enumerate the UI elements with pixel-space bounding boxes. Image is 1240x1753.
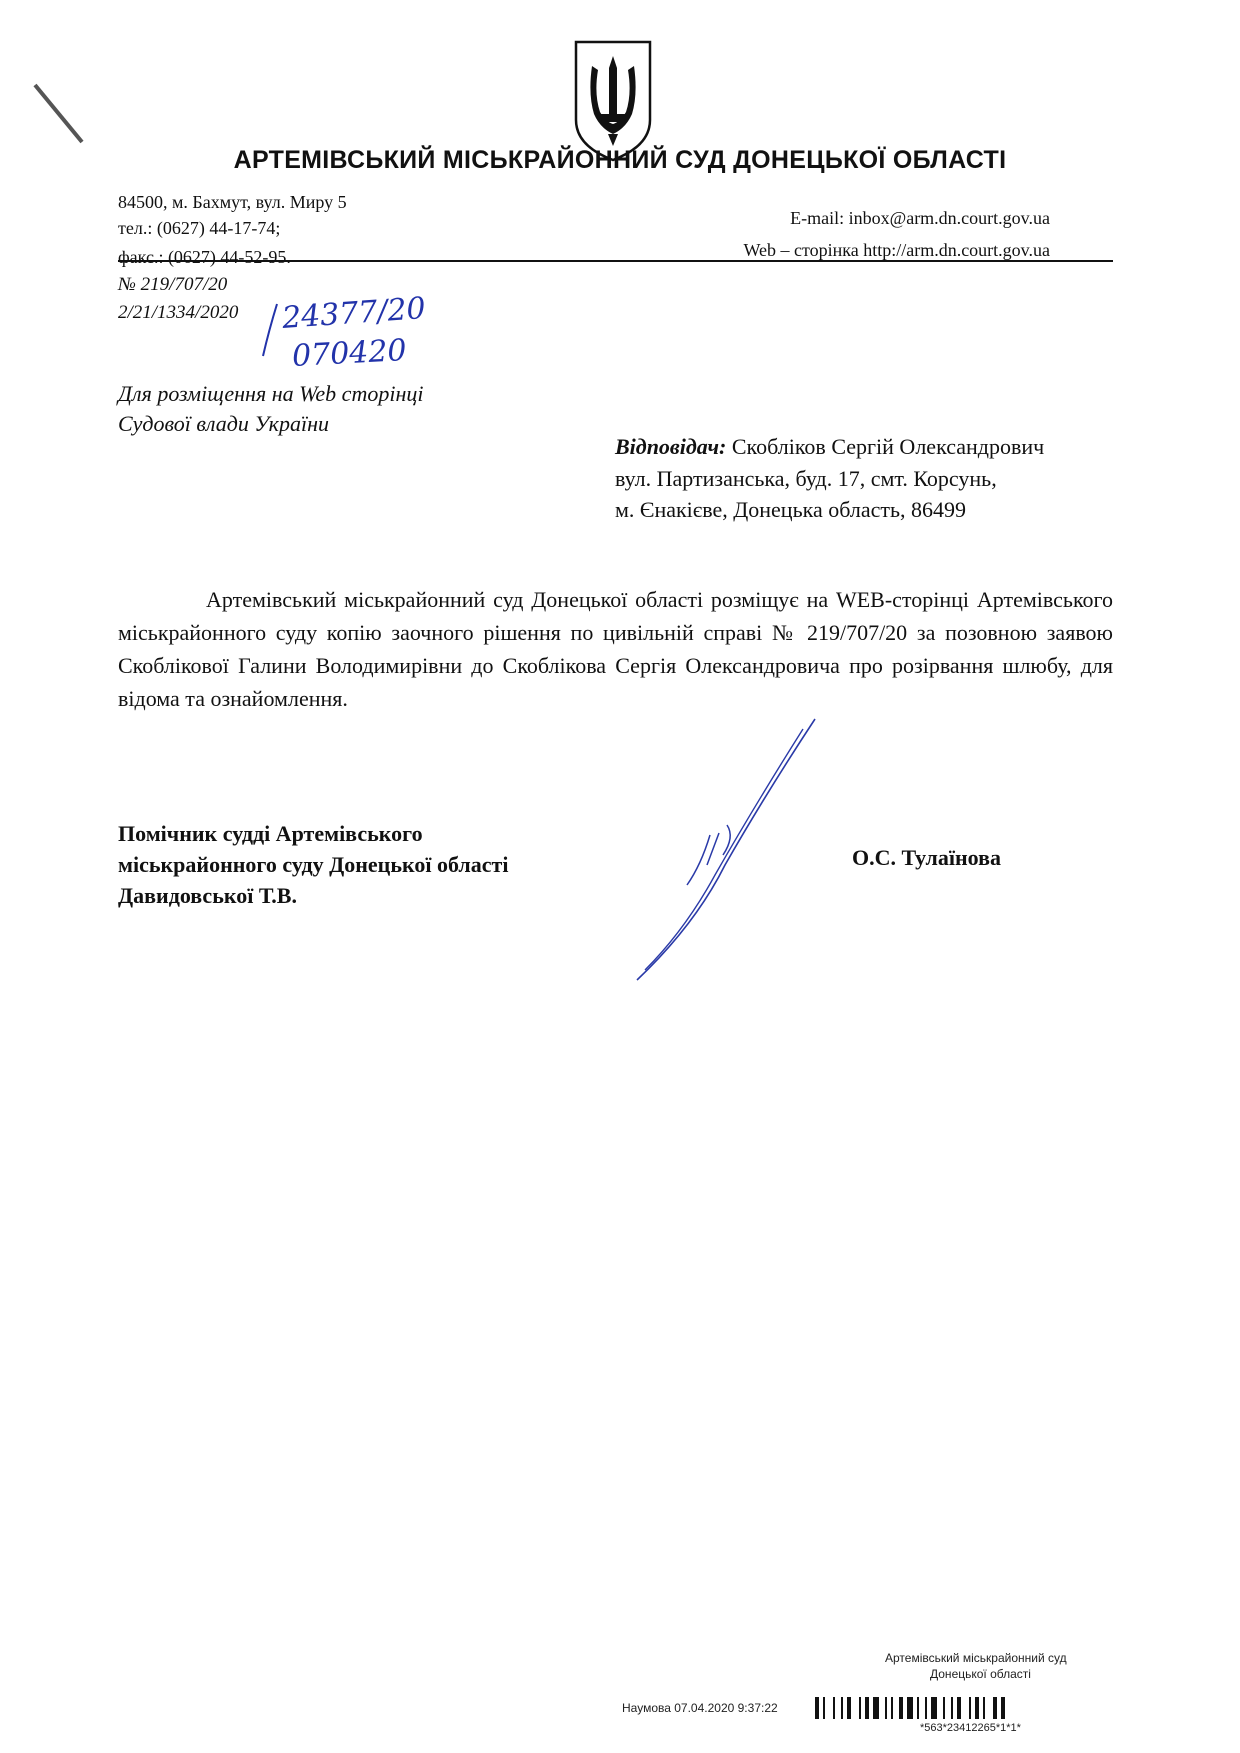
stamp-clerk-datetime: Наумова 07.04.2020 9:37:22 [622,1701,778,1715]
case-number: № 219/707/20 [118,274,228,295]
barcode-text: *563*23412265*1*1* [920,1722,1021,1734]
handwritten-stroke [255,300,285,360]
signatory-line3: Давидовської Т.В. [118,883,297,908]
signatory-line1: Помічник судді Артемівського [118,821,423,846]
stamp-court-line1: Артемівський міськрайонний суд [885,1651,1067,1665]
scan-mark [30,80,90,150]
handwritten-date: 070420 [291,333,408,374]
barcode-graphic [815,1697,1175,1721]
proceeding-number: 2/21/1334/2020 [118,302,239,323]
header-divider [118,260,1113,262]
court-website: Web – сторінка http://arm.dn.court.gov.ua [743,240,1050,260]
respondent-address-line2: м. Єнакієве, Донецька область, 86499 [615,497,967,522]
placement-note-line1: Для розміщення на Web сторінці [118,381,424,406]
respondent-line [615,434,1044,460]
respondent-address-line1: вул. Партизанська, буд. 17, смт. Корсунь, [615,466,997,491]
court-name: АРТЕМІВСЬКИЙ МІСЬКРАЙОННИЙ СУД ДОНЕЦЬКОЇ ОБЛАСТІ [233,146,1007,174]
signatory-block [118,818,508,911]
handwritten-registration-number: 24377/20 [280,291,427,336]
signature-drawing [615,715,835,985]
court-fax: факс.: (0627) 44-52-95. [118,247,291,267]
court-phone: тел.: (0627) 44-17-74; [118,218,281,238]
respondent-label: Відповідач: [615,434,727,459]
signer-name: О.С. Тулаїнова [852,845,1001,870]
signatory-line2: міськрайонного суду Донецької області [118,852,509,877]
notice-paragraph: Артемівський міськрайонний суд Донецької області розміщує на WEB-сторінці Артемівського міськрайонного суду копію заочного рішення по цивільній справі № 219/707/20 за позовною заявою Скоблікової Галини Володимирівни до Скоблікова Сергія Олександровича про розірвання шлюбу, для відома та ознайомлення. [118,587,1113,711]
court-email: E-mail: inbox@arm.dn.court.gov.ua [790,208,1050,228]
placement-note-line2: Судової влади України [118,411,329,436]
respondent-name: Скобліков Сергій Олександрович [731,434,1045,459]
stamp-court-line2: Донецької області [930,1667,1031,1681]
court-address: 84500, м. Бахмут, вул. Миру 5 [118,192,347,212]
